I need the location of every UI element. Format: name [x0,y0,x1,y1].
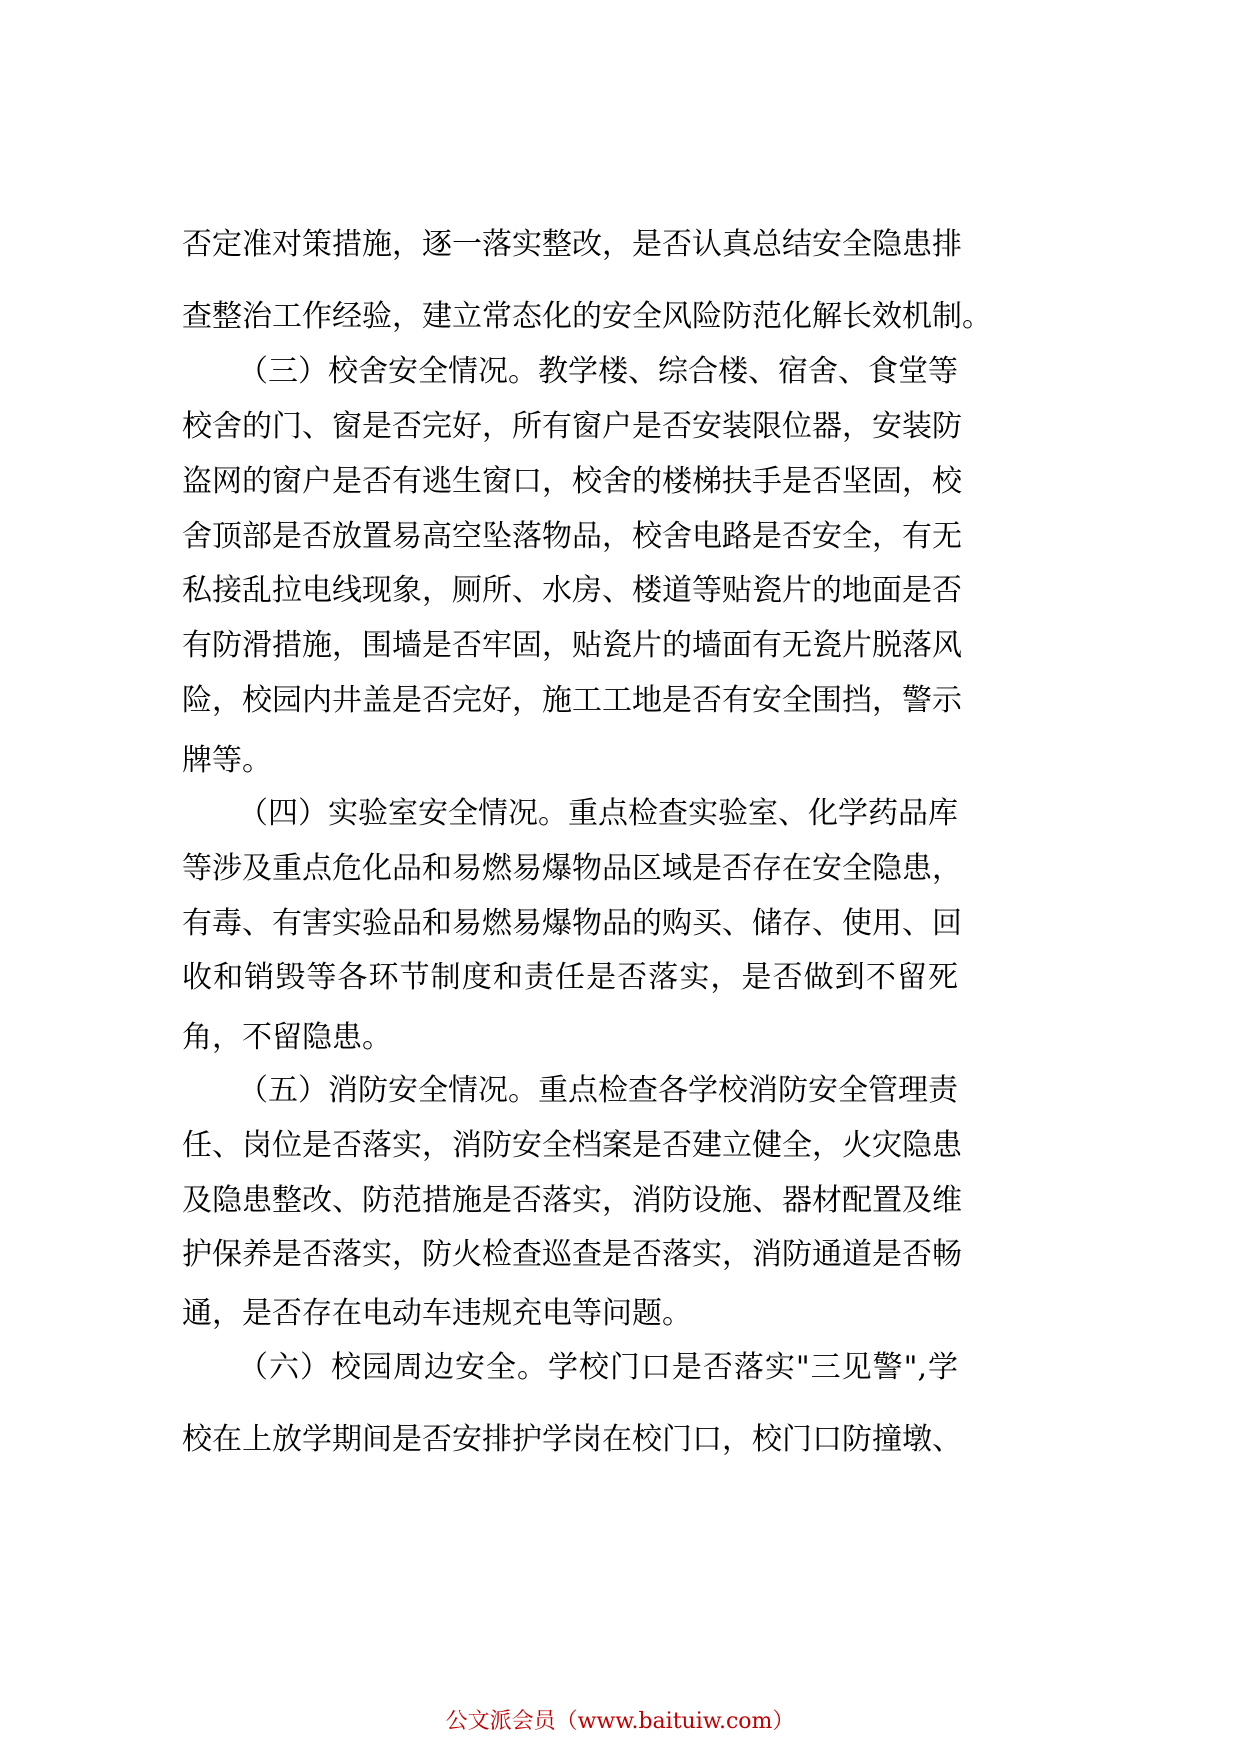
text-line [0,1121,1240,1171]
text-line [0,457,1240,507]
text-line [0,953,1240,1003]
text-line [0,1230,1240,1280]
text-line [0,1289,1240,1339]
text-line [0,402,1240,452]
text-line [0,566,1240,616]
text-line [0,220,1240,270]
line-text: 查整治工作经验，建立常态化的安全风险防范化解长效机制。 [182,299,992,334]
text-line [0,736,1240,786]
line-text: 有防滑措施，围墙是否牢固，贴瓷片的墙面有无瓷片脱落风 [182,628,962,663]
line-text: 私接乱拉电线现象，厕所、水房、楼道等贴瓷片的地面是否 [182,573,962,608]
line-text: 护保养是否落实，防火检查巡查是否落实，消防通道是否畅 [182,1237,962,1272]
text-line [0,899,1240,949]
text-line [0,676,1240,726]
line-text: （四）实验室安全情况。重点检查实验室、化学药品库 [238,796,958,831]
text-line [0,789,1240,839]
text-line [0,512,1240,562]
text-line [0,1013,1240,1063]
text-line [0,347,1240,397]
line-text: 校在上放学期间是否安排护学岗在校门口，校门口防撞墩、 [182,1422,962,1457]
line-text: 有毒、有害实验品和易燃易爆物品的购买、储存、使用、回 [182,906,962,941]
text-line [0,1415,1240,1465]
line-text: 及隐患整改、防范措施是否落实，消防设施、器材配置及维 [182,1183,962,1218]
text-line [0,1343,1240,1393]
text-line [0,1066,1240,1116]
text-line [0,621,1240,671]
line-text: 盗网的窗户是否有逃生窗口，校舍的楼梯扶手是否坚固，校 [182,464,962,499]
footer-watermark: 公文派会员（www.baituiw.com） [445,1709,795,1734]
line-text: 等涉及重点危化品和易燃易爆物品区域是否存在安全隐患， [182,851,962,886]
line-text: 牌等。 [182,743,272,778]
line-text: （三）校舍安全情况。教学楼、综合楼、宿舍、食堂等 [238,354,958,389]
line-text: （五）消防安全情况。重点检查各学校消防安全管理责 [238,1073,958,1108]
line-text: 否定准对策措施，逐一落实整改，是否认真总结安全隐患排 [182,227,962,262]
line-text: 校舍的门、窗是否完好，所有窗户是否安装限位器，安装防 [182,409,962,444]
text-line [0,844,1240,894]
text-line [0,1176,1240,1226]
line-text: 险，校园内井盖是否完好，施工工地是否有安全围挡，警示 [182,683,962,718]
line-text: 任、岗位是否落实，消防安全档案是否建立健全，火灾隐患 [182,1128,962,1163]
line-text: （六）校园周边安全。学校门口是否落实"三见警",学 [238,1350,958,1385]
text-line [0,292,1240,342]
line-text: 收和销毁等各环节制度和责任是否落实，是否做到不留死 [182,960,958,995]
line-text: 通，是否存在电动车违规充电等问题。 [182,1296,692,1331]
line-text: 角，不留隐患。 [182,1020,392,1055]
line-text: 舍顶部是否放置易高空坠落物品，校舍电路是否安全，有无 [182,519,962,554]
